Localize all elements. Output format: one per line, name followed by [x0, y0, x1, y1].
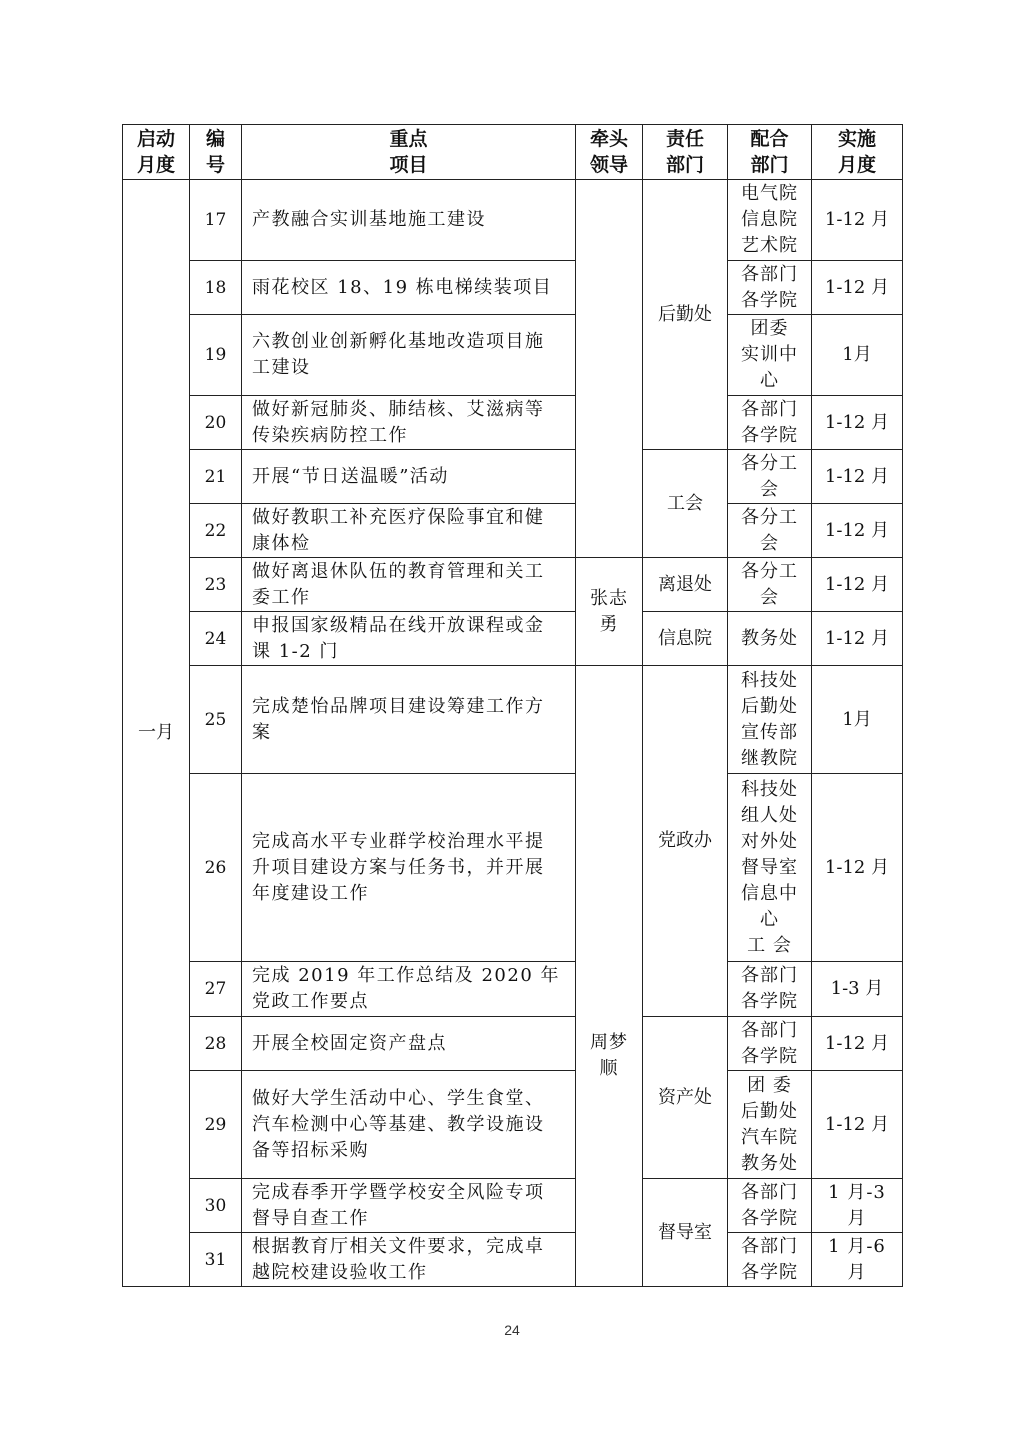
row-coop: 各部门 各学院	[728, 396, 812, 450]
row-no: 18	[190, 261, 242, 315]
table-row	[123, 261, 903, 315]
dept-cell: 资产处	[643, 1017, 728, 1179]
row-no: 27	[190, 962, 242, 1017]
row-period: 1-12 月	[812, 504, 903, 558]
month-cell: 一月	[123, 180, 190, 1287]
header-no: 编 号	[190, 125, 242, 180]
row-item: 完成 2019 年工作总结及 2020 年党政工作要点	[242, 962, 576, 1017]
row-period: 1-12 月	[812, 450, 903, 504]
row-no: 31	[190, 1233, 242, 1287]
row-item: 根据教育厅相关文件要求，完成卓越院校建设验收工作	[242, 1233, 576, 1287]
row-no: 17	[190, 180, 242, 261]
row-coop: 各部门 各学院	[728, 962, 812, 1017]
row-period: 1月	[812, 666, 903, 774]
dept-cell: 督导室	[643, 1179, 728, 1287]
row-period: 1-12 月	[812, 558, 903, 612]
row-coop: 各分工会	[728, 558, 812, 612]
row-period: 1-12 月	[812, 1071, 903, 1179]
table-row	[123, 504, 903, 558]
table-row	[123, 315, 903, 396]
row-period: 1-12 月	[812, 261, 903, 315]
row-coop: 各部门 各学院	[728, 1233, 812, 1287]
row-item: 做好教职工补充医疗保险事宜和健康体检	[242, 504, 576, 558]
row-period: 1 月-3 月	[812, 1179, 903, 1233]
row-coop: 各分工会	[728, 450, 812, 504]
row-item: 六教创业创新孵化基地改造项目施工建设	[242, 315, 576, 396]
table-row	[123, 1071, 903, 1179]
row-item: 产教融合实训基地施工建设	[242, 180, 576, 261]
header-month: 启动 月度	[123, 125, 190, 180]
row-period: 1月	[812, 315, 903, 396]
table-row	[123, 1233, 903, 1287]
row-period: 1-12 月	[812, 612, 903, 666]
header-leader: 牵头 领导	[576, 125, 643, 180]
header-item: 重点 项目	[242, 125, 576, 180]
row-no: 25	[190, 666, 242, 774]
table-row	[123, 612, 903, 666]
row-item: 做好新冠肺炎、肺结核、艾滋病等传染疾病防控工作	[242, 396, 576, 450]
row-coop: 各部门 各学院	[728, 261, 812, 315]
header-dept: 责任 部门	[643, 125, 728, 180]
row-coop: 各部门 各学院	[728, 1179, 812, 1233]
row-no: 23	[190, 558, 242, 612]
header-period: 实施 月度	[812, 125, 903, 180]
row-item: 开展全校固定资产盘点	[242, 1017, 576, 1071]
row-item: 做好大学生活动中心、学生食堂、汽车检测中心等基建、教学设施设备等招标采购	[242, 1071, 576, 1179]
row-no: 22	[190, 504, 242, 558]
row-item: 完成春季开学暨学校安全风险专项督导自查工作	[242, 1179, 576, 1233]
row-period: 1 月-6 月	[812, 1233, 903, 1287]
dept-cell: 后勤处	[643, 180, 728, 450]
row-item: 雨花校区 18、19 栋电梯续装项目	[242, 261, 576, 315]
work-plan-table	[122, 124, 903, 1287]
row-period: 1-12 月	[812, 396, 903, 450]
row-coop: 教务处	[728, 612, 812, 666]
row-no: 30	[190, 1179, 242, 1233]
table-row	[123, 558, 903, 612]
row-no: 21	[190, 450, 242, 504]
page-number: 24	[504, 1322, 520, 1338]
header-row	[123, 125, 903, 180]
header-coop: 配合 部门	[728, 125, 812, 180]
dept-cell: 信息院	[643, 612, 728, 666]
table-row	[123, 1017, 903, 1071]
dept-cell: 离退处	[643, 558, 728, 612]
row-period: 1-12 月	[812, 774, 903, 962]
row-no: 28	[190, 1017, 242, 1071]
row-coop: 各部门 各学院	[728, 1017, 812, 1071]
row-item: 完成楚怡品牌项目建设筹建工作方案	[242, 666, 576, 774]
row-no: 24	[190, 612, 242, 666]
dept-cell: 党政办	[643, 666, 728, 1017]
row-coop: 团委 实训中心	[728, 315, 812, 396]
table-row	[123, 962, 903, 1017]
table-row	[123, 666, 903, 774]
row-coop: 科技处 组人处 对外处 督导室 信息中心 工 会	[728, 774, 812, 962]
row-coop: 电气院 信息院 艺术院	[728, 180, 812, 261]
row-no: 26	[190, 774, 242, 962]
row-no: 29	[190, 1071, 242, 1179]
table-row	[123, 1179, 903, 1233]
row-period: 1-3 月	[812, 962, 903, 1017]
row-item: 开展“节日送温暖”活动	[242, 450, 576, 504]
row-coop: 各分工会	[728, 504, 812, 558]
table-row	[123, 396, 903, 450]
leader-blank	[576, 180, 643, 558]
row-no: 20	[190, 396, 242, 450]
dept-cell: 工会	[643, 450, 728, 558]
row-period: 1-12 月	[812, 180, 903, 261]
leader-cell: 张志 勇	[576, 558, 643, 666]
table-row	[123, 180, 903, 261]
table-row	[123, 774, 903, 962]
row-coop: 团 委 后勤处 汽车院 教务处	[728, 1071, 812, 1179]
leader-cell: 周梦 顺	[576, 666, 643, 1287]
row-coop: 科技处 后勤处 宣传部 继教院	[728, 666, 812, 774]
table-row	[123, 450, 903, 504]
row-item: 申报国家级精品在线开放课程或金课 1-2 门	[242, 612, 576, 666]
row-item: 做好离退休队伍的教育管理和关工委工作	[242, 558, 576, 612]
row-no: 19	[190, 315, 242, 396]
row-period: 1-12 月	[812, 1017, 903, 1071]
row-item: 完成高水平专业群学校治理水平提升项目建设方案与任务书，并开展年度建设工作	[242, 774, 576, 962]
